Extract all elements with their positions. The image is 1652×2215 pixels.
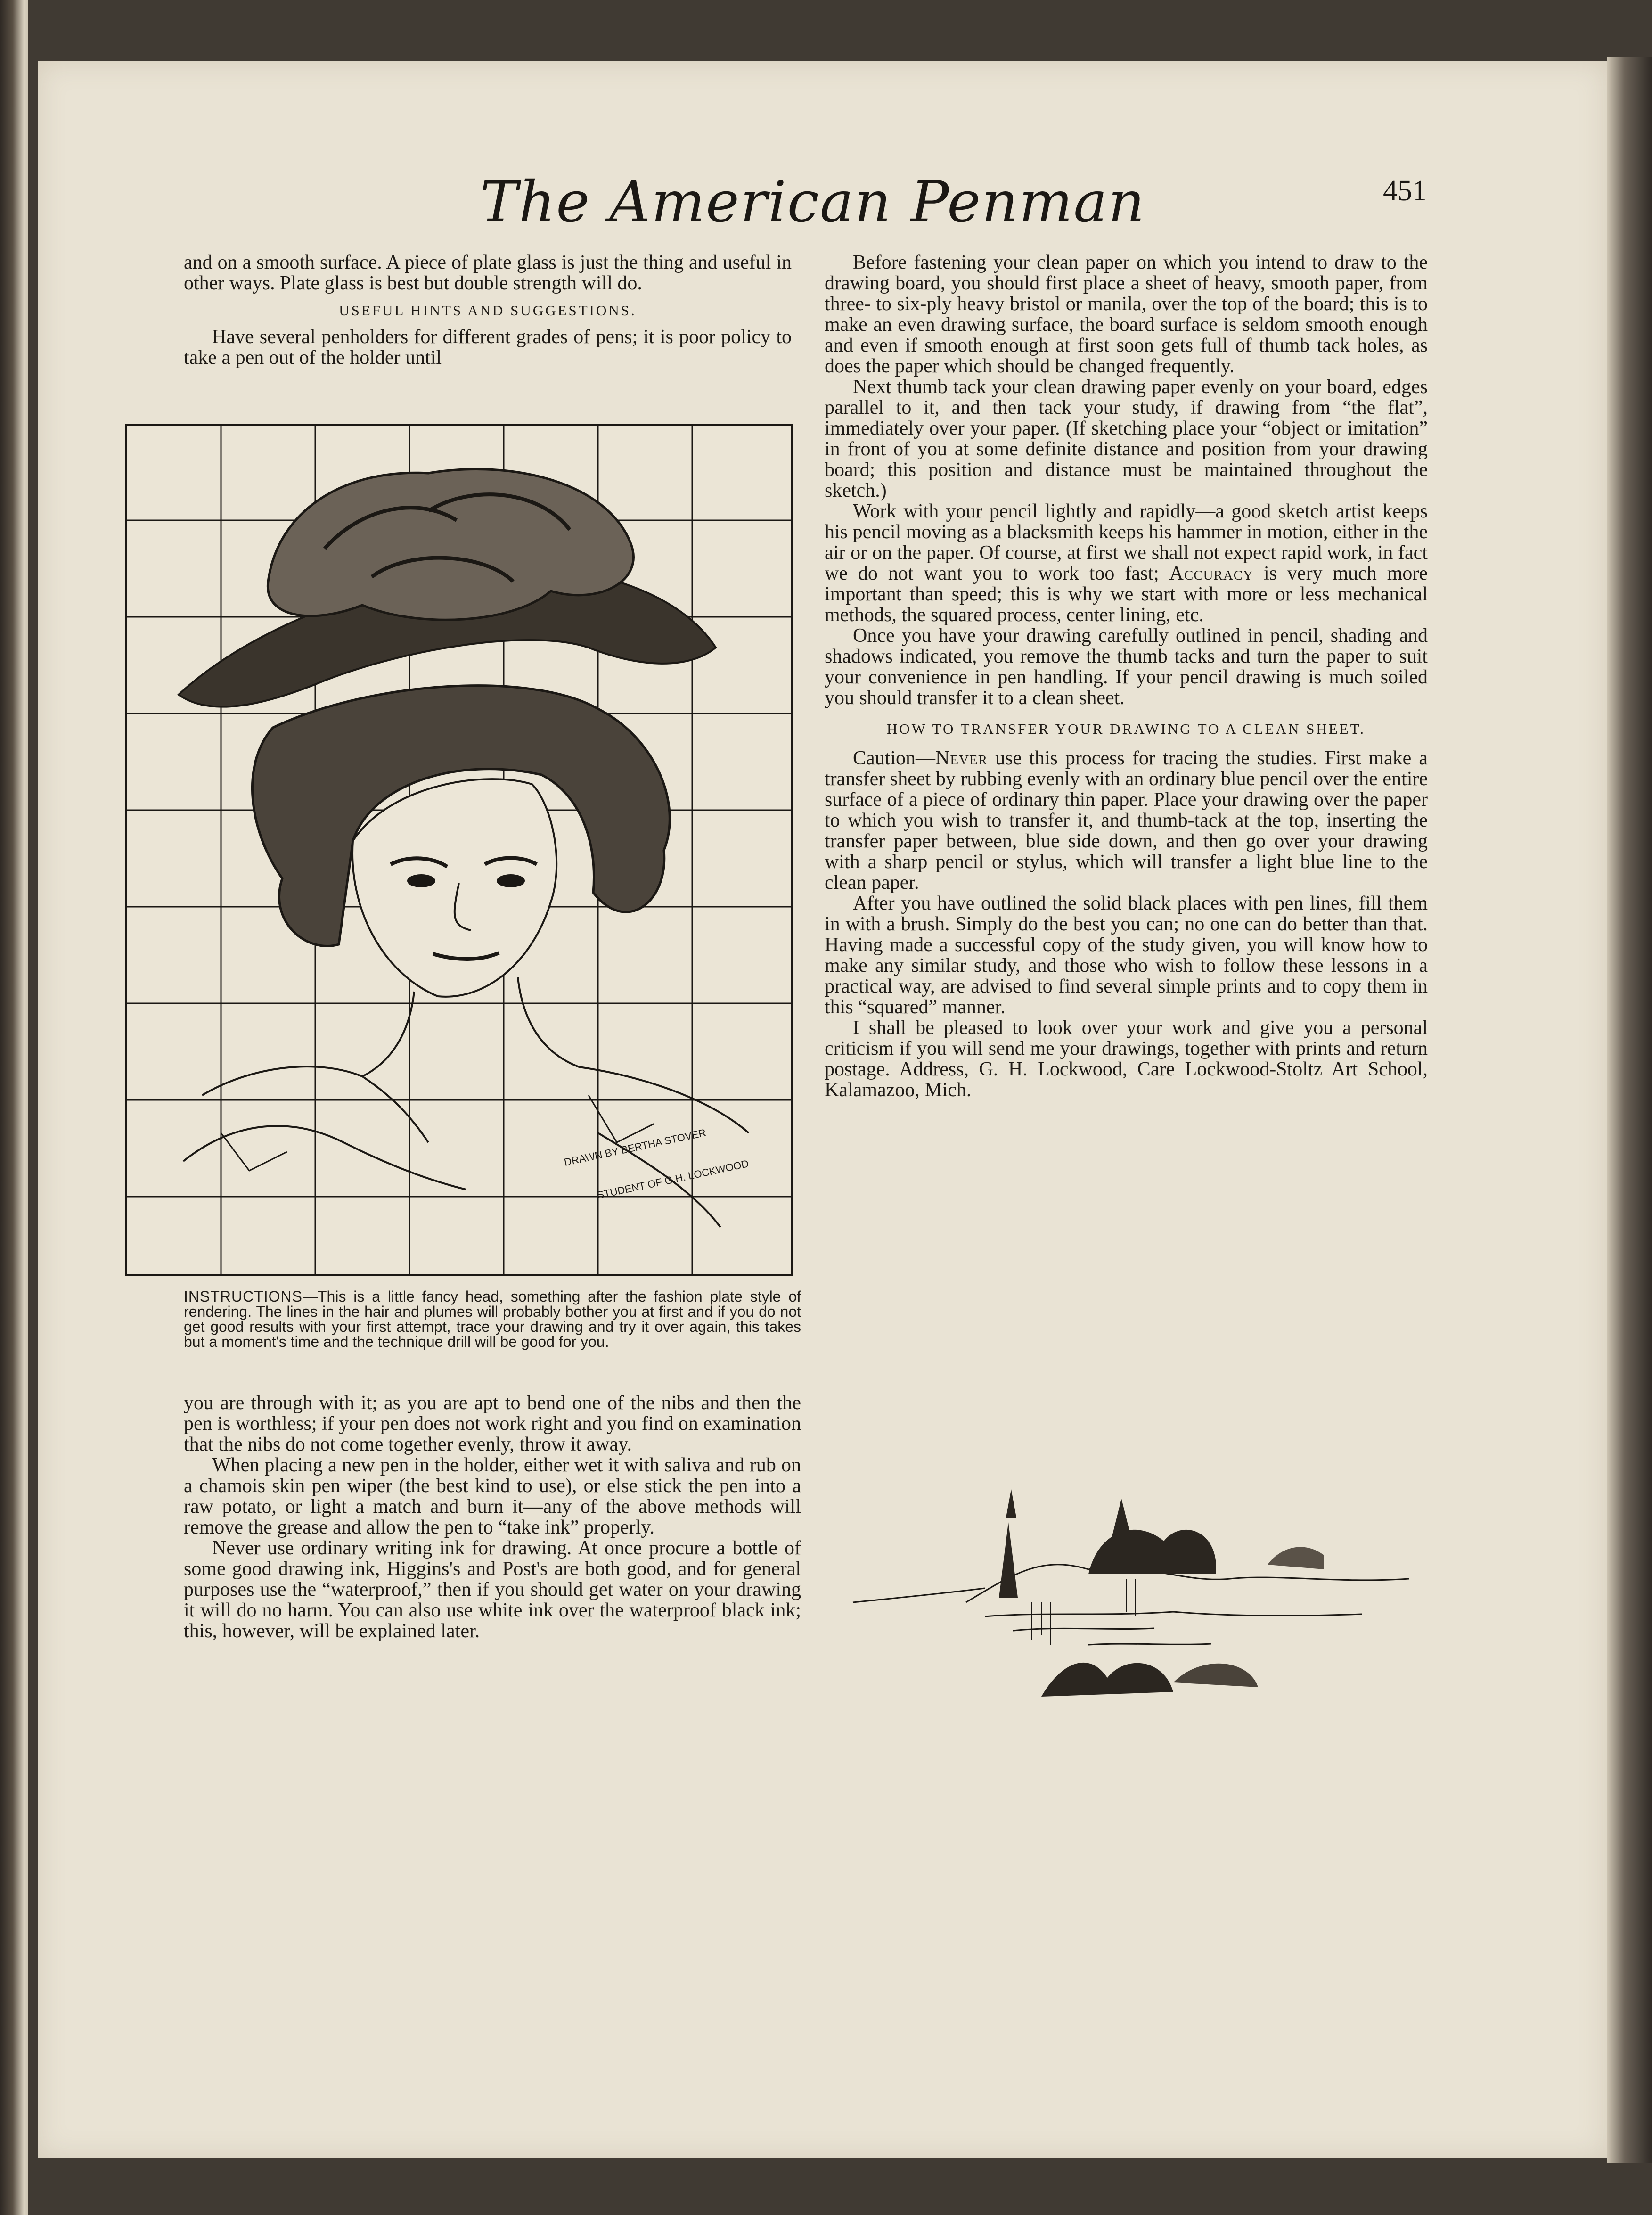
- paragraph: Never use ordinary writing ink for drawing. At once procure a bottle of some good drawing ink, Higgins's and Post's are both good, and for general purposes use the “waterproof,” then if you should get water on your drawing it will do no harm. You can also use white ink over the waterproof black ink; this, however, will be explained later.: [184, 1537, 801, 1642]
- paragraph: After you have outlined the solid black places with pen lines, fill them in with a brush. Simply do the best you can; no one can do better than that. Having made a successful copy of the study given, you will know how to make any similar study, and those who wish to follow these lessons in a practical way, are advised to find several simple prints and to copy them in this “squared” manner.: [825, 893, 1428, 1018]
- text-run: Caution—: [853, 747, 935, 769]
- paragraph: When placing a new pen in the holder, either wet it with saliva and rub on a chamois skin pen wiper (the best kind to use), or else stick the pen into a raw potato, or light a match and burn it—any of the above methods will remove the grease and allow the pen to “take ink” properly.: [184, 1454, 801, 1538]
- left-column-top: [184, 252, 792, 368]
- masthead-title: The American Penman: [480, 170, 1146, 235]
- paragraph: [825, 748, 1428, 893]
- gridded-portrait-drawing: [127, 426, 791, 1274]
- paragraph: Before fastening your clean paper on which you intend to draw to the drawing board, you should first place a sheet of heavy, smooth paper, from three- to six-ply heavy bristol or manila, over the top of the board; this is to make an even drawing surface, the board surface is seldom smooth enough and even if smooth enough at first soon gets full of thumb tack holes, as does the paper which should be changed frequently.: [825, 252, 1428, 377]
- drawing-signature-line-1: DRAWN BY BERTHA STOVER: [563, 1126, 707, 1168]
- paragraph: Next thumb tack your clean drawing paper evenly on your board, edges parallel to it, and then tack your study, if drawing from “the flat”, immediately over your paper. (If sketching place your “object or imitation” in front of you at some definite distance and position from your drawing board; this position and distance must be maintained throughout the sketch.): [825, 376, 1428, 501]
- caption-text: —This is a little fancy head, something after the fashion plate style of rendering. The lines in the hair and plumes will probably bother you at first and if you do not get good results with your first attempt, trace your drawing and try it over again, this takes but a moment's time and the technique drill will be good for you.: [184, 1288, 801, 1350]
- drawing-signature-line-2: STUDENT OF G.H. LOCKWOOD: [596, 1157, 750, 1201]
- page-number: 451: [1383, 175, 1427, 207]
- paragraph: [825, 501, 1428, 625]
- text-run: use this process for tracing the studies. First make a transfer sheet by rubbing evenly with an ordinary blue pencil over the entire surface of a piece of ordinary thin paper. Place your drawing over the paper to which you wish to transfer it, and thumb-tack at the top, inserting the transfer paper between, blue side down, and then go over your drawing with a sharp pencil or stylus, which will transfer a light blue line to the clean paper.: [825, 747, 1428, 894]
- text-run-small-caps: Accuracy: [1169, 563, 1254, 584]
- illustration-caption: [184, 1289, 801, 1349]
- left-column-bottom: [184, 1393, 801, 1641]
- paragraph: Once you have your drawing carefully outlined in pencil, shading and shadows indicated, you remove the thumb tacks and turn the paper to suit your convenience in pen handling. If your pencil drawing is much soiled you should transfer it to a clean sheet.: [825, 625, 1428, 709]
- paragraph: and on a smooth surface. A piece of plate glass is just the thing and useful in other ways. Plate glass is best but double strength will do.: [184, 252, 792, 294]
- right-column: [825, 252, 1428, 1100]
- section-heading: HOW TO TRANSFER YOUR DRAWING TO A CLEAN SHEET.: [887, 721, 1366, 737]
- text-run: Work with your pencil lightly and rapidly—a good sketch artist keeps his pencil moving as a blacksmith keeps his hammer in motion, either in the air or on the paper. Of course, at first we shall not expect rapid work, in fact we do not want you to work too fast;: [825, 500, 1428, 584]
- fashion-head-illustration: [125, 424, 793, 1276]
- text-run-small-caps: Never: [935, 747, 988, 769]
- book-spine: [0, 0, 28, 2215]
- paragraph: you are through with it; as you are apt to bend one of the nibs and then the pen is worthless; if your pen does not work right and you find on examination that the nibs do not come together evenly, throw it away.: [184, 1392, 801, 1455]
- section-heading: USEFUL HINTS AND SUGGESTIONS.: [339, 302, 637, 319]
- landscape-vignette: [843, 1461, 1437, 1706]
- river-landscape-sketch: [843, 1461, 1437, 1706]
- paragraph: Have several penholders for different grades of pens; it is poor policy to take a pen out of the holder until: [184, 326, 792, 369]
- paragraph: I shall be pleased to look over your work and give you a personal criticism if you will send me your drawings, together with prints and return postage. Address, G. H. Lockwood, Care Lockwood-Stoltz Art School, Kalamazoo, Mich.: [825, 1017, 1428, 1101]
- text-run: is very much more important than speed; this is why we start with more or less mechanical methods, the squared process, center lining, etc.: [825, 563, 1428, 626]
- page-edge-shadow: [1607, 57, 1652, 2163]
- caption-lead: INSTRUCTIONS: [184, 1288, 303, 1305]
